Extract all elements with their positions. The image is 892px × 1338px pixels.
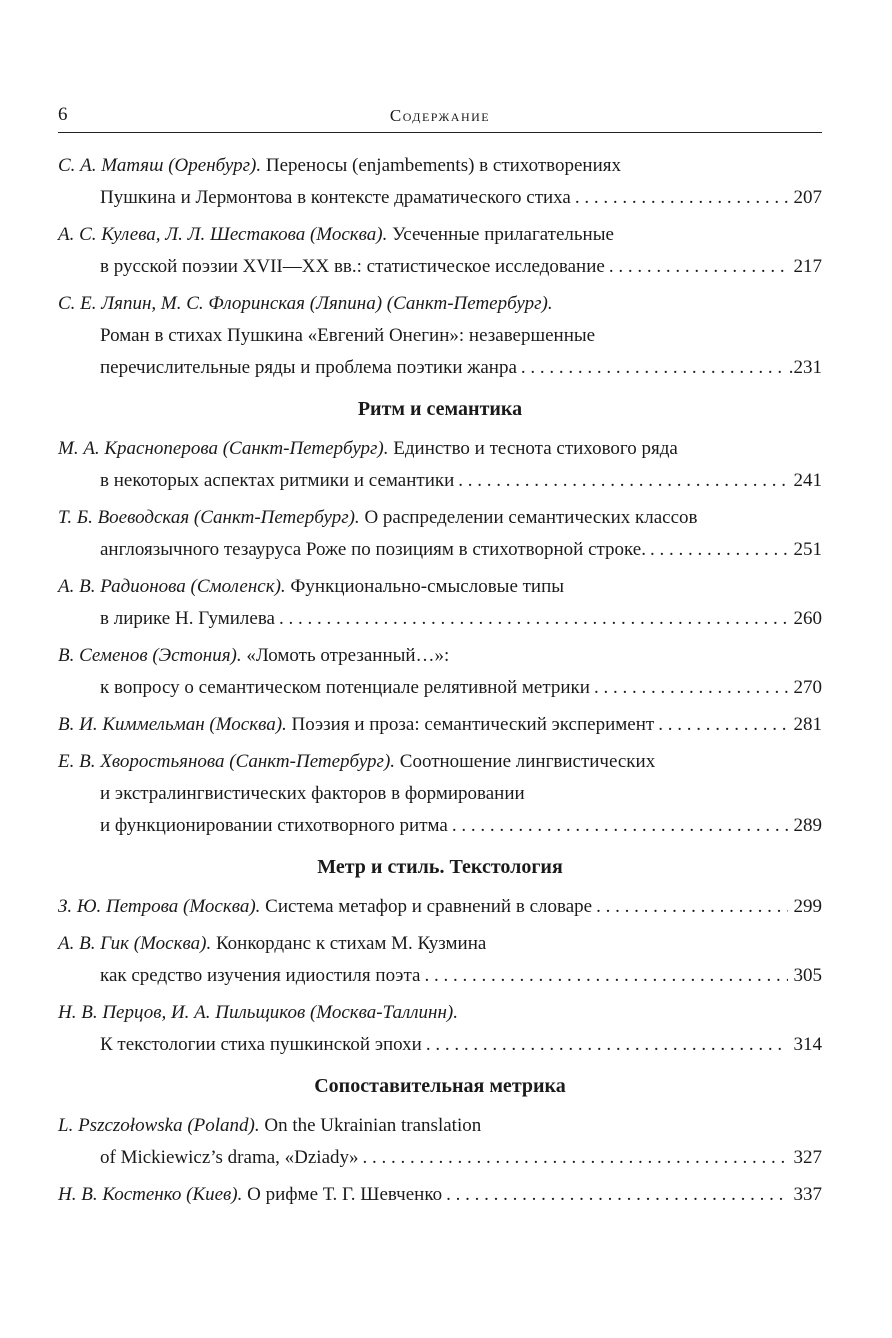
toc-line xyxy=(58,571,822,603)
entry-author: Е. В. Хворостьянова (Санкт-Петербург). xyxy=(58,751,396,772)
table-of-contents xyxy=(58,150,822,1216)
toc-entry xyxy=(58,433,822,497)
entry-title: Переносы (enjambements) в стихотворениях xyxy=(265,155,621,176)
toc-line xyxy=(58,502,822,534)
entry-page-number: 281 xyxy=(793,714,822,735)
entry-author: С. А. Матяш (Оренбург). xyxy=(58,155,262,176)
entry-title: О распределении семантических классов xyxy=(364,507,698,528)
dot-leader xyxy=(650,534,788,566)
entry-title: в русской поэзии XVII—XX вв.: статистическое исследование xyxy=(100,256,605,277)
toc-group xyxy=(58,1110,822,1211)
dot-leader xyxy=(424,960,787,992)
toc-entry xyxy=(58,928,822,992)
toc-entry xyxy=(58,746,822,842)
entry-page-number: 260 xyxy=(793,608,822,629)
page-number: 6 xyxy=(58,104,68,125)
entry-page-number: 314 xyxy=(793,1034,822,1055)
entry-title: Соотношение лингвистических xyxy=(399,751,656,772)
toc-line xyxy=(58,960,822,992)
toc-entry xyxy=(58,1179,822,1211)
entry-title: к вопросу о семантическом потенциале релятивной метрики xyxy=(100,677,590,698)
dot-leader xyxy=(594,672,788,704)
toc-entry xyxy=(58,1110,822,1174)
toc-entry xyxy=(58,997,822,1061)
toc-line xyxy=(58,1142,822,1174)
dot-leader xyxy=(575,182,788,214)
dot-leader xyxy=(452,810,788,842)
dot-leader xyxy=(609,251,788,283)
toc-group xyxy=(58,150,822,384)
toc-entry xyxy=(58,640,822,704)
entry-title: Усеченные прилагательные xyxy=(392,224,614,245)
dot-leader xyxy=(521,352,783,384)
entry-author: В. Семенов (Эстония). xyxy=(58,645,242,666)
entry-page-number: 217 xyxy=(793,256,822,277)
dot-leader xyxy=(363,1142,788,1174)
section-heading: Ритм и семантика xyxy=(357,398,523,420)
entry-title: Роман в стихах Пушкина «Евгений Онегин»: незавершенные xyxy=(100,325,596,346)
toc-line xyxy=(58,352,822,384)
entry-author: А. С. Кулева, Л. Л. Шестакова (Москва). xyxy=(58,224,388,245)
entry-author: З. Ю. Петрова (Москва). xyxy=(58,896,261,917)
toc-line xyxy=(58,709,822,741)
dot-leader xyxy=(658,709,787,741)
toc-line xyxy=(58,1179,822,1211)
toc-line xyxy=(58,320,822,352)
entry-author: А. В. Гик (Москва). xyxy=(58,933,212,954)
toc-entry xyxy=(58,571,822,635)
dot-leader xyxy=(596,891,787,923)
entry-page-number: .231 xyxy=(788,357,822,378)
toc-group xyxy=(58,891,822,1061)
entry-title: англоязычного тезауруса Роже по позициям в стихотворной строке. xyxy=(100,539,646,560)
entry-author: Т. Б. Воеводская (Санкт-Петербург). xyxy=(58,507,360,528)
toc-line xyxy=(58,182,822,214)
entry-author: А. В. Радионова (Смоленск). xyxy=(58,576,286,597)
toc-line xyxy=(58,465,822,497)
section-heading: Сопоставительная метрика xyxy=(314,1075,566,1097)
entry-title: On the Ukrainian translation xyxy=(264,1115,482,1136)
entry-author: L. Pszczołowska (Poland). xyxy=(58,1115,260,1136)
entry-title: Поэзия и проза: семантический эксперимент xyxy=(291,714,655,735)
toc-line xyxy=(58,603,822,635)
dot-leader xyxy=(458,465,787,497)
entry-page-number: 327 xyxy=(793,1147,822,1168)
dot-leader xyxy=(426,1029,788,1061)
toc-line xyxy=(58,219,822,251)
section-heading: Метр и стиль. Текстология xyxy=(317,856,563,878)
entry-page-number: 270 xyxy=(793,677,822,698)
entry-author: М. А. Красноперова (Санкт-Петербург). xyxy=(58,438,389,459)
toc-entry xyxy=(58,288,822,384)
toc-line xyxy=(58,150,822,182)
entry-title: Функционально-смысловые типы xyxy=(290,576,565,597)
entry-title: Единство и теснота стихового ряда xyxy=(393,438,678,459)
toc-entry xyxy=(58,150,822,214)
entry-title: и экстралингвистических факторов в формировании xyxy=(100,783,525,804)
toc-line xyxy=(58,288,822,320)
page-header xyxy=(58,100,822,133)
entry-title: как средство изучения идиостиля поэта xyxy=(100,965,421,986)
entry-author: Н. В. Костенко (Киев). xyxy=(58,1184,243,1205)
toc-line xyxy=(58,1029,822,1061)
toc-line xyxy=(58,778,822,810)
entry-author: В. И. Киммельман (Москва). xyxy=(58,714,287,735)
toc-entry xyxy=(58,502,822,566)
toc-entry xyxy=(58,219,822,283)
toc-line xyxy=(58,997,822,1029)
entry-page-number: 305 xyxy=(793,965,822,986)
toc-line xyxy=(58,928,822,960)
toc-line xyxy=(58,640,822,672)
toc-line xyxy=(58,672,822,704)
entry-page-number: 337 xyxy=(793,1184,822,1205)
toc-line xyxy=(58,433,822,465)
entry-page-number: 251 xyxy=(793,539,822,560)
toc-line xyxy=(58,1110,822,1142)
entry-title: Система метафор и сравнений в словаре xyxy=(265,896,593,917)
toc-entry xyxy=(58,891,822,923)
dot-leader xyxy=(446,1179,787,1211)
toc-line xyxy=(58,746,822,778)
running-title: Содержание xyxy=(389,106,491,125)
entry-title: О рифме Т. Г. Шевченко xyxy=(247,1184,443,1205)
entry-author: С. Е. Ляпин, М. С. Флоринская (Ляпина) (Санкт-Петербург). xyxy=(58,293,553,314)
toc-group xyxy=(58,433,822,842)
toc-line xyxy=(58,891,822,923)
toc-line xyxy=(58,251,822,283)
entry-title: of Mickiewicz’s drama, «Dziady» xyxy=(100,1147,359,1168)
entry-title: в некоторых аспектах ритмики и семантики xyxy=(100,470,455,491)
entry-title: перечислительные ряды и проблема поэтики жанра xyxy=(100,357,517,378)
toc-line xyxy=(58,810,822,842)
entry-title: в лирике Н. Гумилева xyxy=(100,608,275,629)
entry-title: К текстологии стиха пушкинской эпохи xyxy=(100,1034,422,1055)
entry-page-number: 299 xyxy=(793,896,822,917)
dot-leader xyxy=(279,603,788,635)
entry-title: «Ломоть отрезанный…»: xyxy=(246,645,450,666)
entry-page-number: 241 xyxy=(793,470,822,491)
entry-author: Н. В. Перцов, И. А. Пильщиков (Москва-Таллинн). xyxy=(58,1002,458,1023)
toc-line xyxy=(58,534,822,566)
entry-title: и функционировании стихотворного ритма xyxy=(100,815,448,836)
entry-title: Конкорданс к стихам М. Кузмина xyxy=(215,933,487,954)
toc-entry xyxy=(58,709,822,741)
entry-title: Пушкина и Лермонтова в контексте драматического стиха xyxy=(100,187,571,208)
entry-page-number: 289 xyxy=(793,815,822,836)
entry-page-number: 207 xyxy=(793,187,822,208)
